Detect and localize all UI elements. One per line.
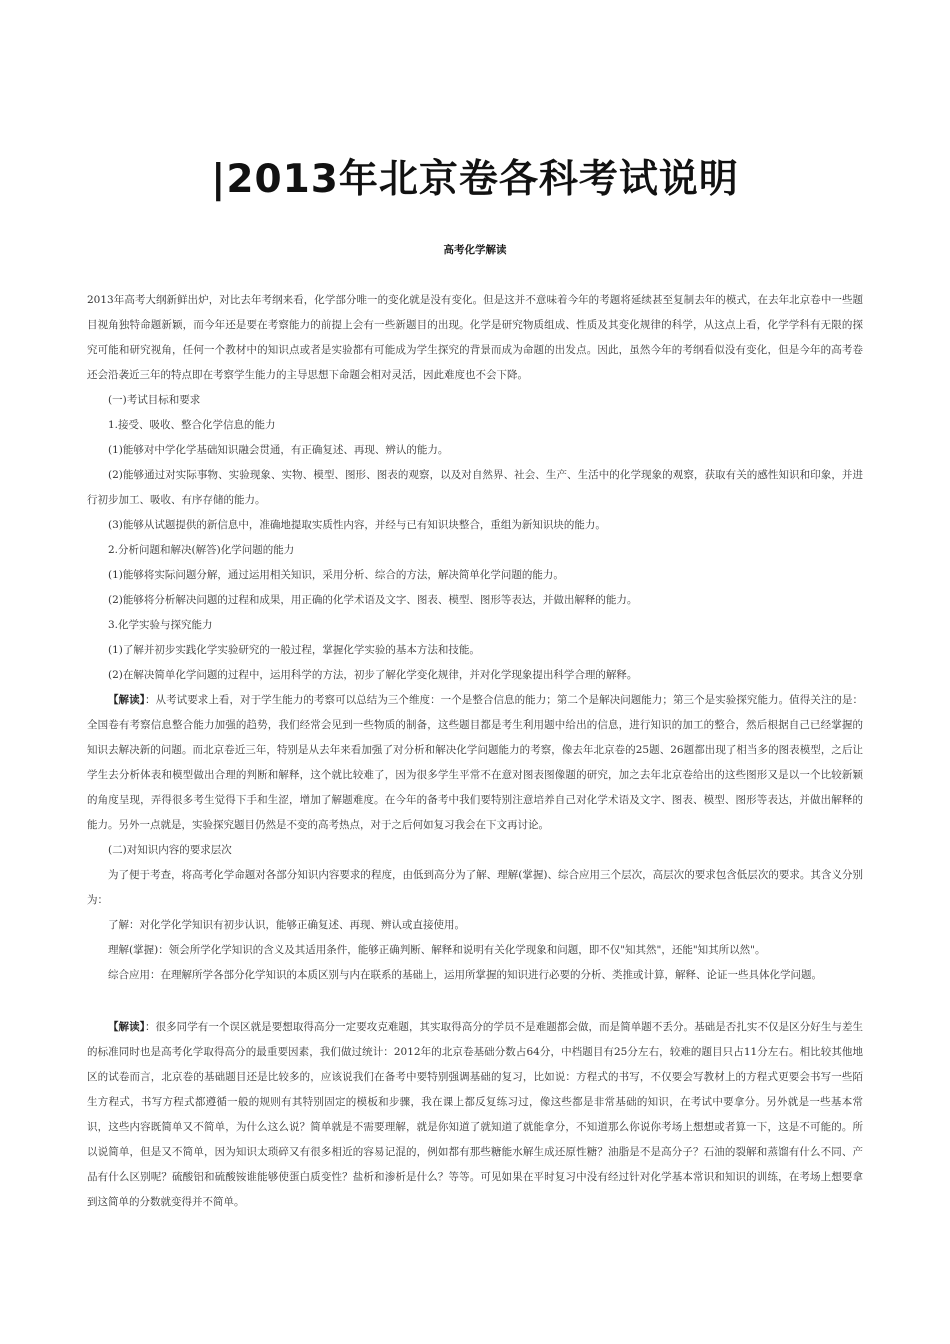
ability2-title: 2.分析问题和解决(解答)化学问题的能力 — [108, 544, 295, 556]
ability2-item: (2)能够将分析解决问题的过程和成果，用正确的化学术语及文字、图表、模型、图形等表达，并做出解释的能力。 — [108, 594, 638, 606]
intro-paragraph: 2013年高考大纲新鲜出炉，对比去年考纲来看，化学部分唯一的变化就是没有变化。但是这并不意味着今年的考题将延续甚至复制去年的模式，在去年北京卷中一些题目视角独特命题新颖，而今年还是要在考察能力的前提上会有一些新题目的出现。化学是研究物质组成、性质及其变化规律的科学，从这点上看，化学学科有无限的探究可能和研究视角，任何一个教材中的知识点或者是实验都有可能成为学生探究的背景而成为命题的出发点。因此，虽然今年的考纲看似没有变化，但是今年的高考卷还会沿袭近三年的特点即在考察学生能力的主导思想下命题会相对灵活，因此难度也不会下降。 — [87, 294, 863, 381]
section1-heading: (一)考试目标和要求 — [108, 394, 201, 406]
interpretation-text: ：从考试要求上看，对于学生能力的考察可以总结为三个维度：一个是整合信息的能力；第二个是解决问题能力；第三个是实验探究能力。值得关注的是：全国卷有考察信息整合能力加强的趋势，我们经常会见到一些物质的制备，这些题目都是考生利用题中给出的信息，进行知识的加工的整合，然后根据自己已经掌握的知识去解决新的问题。而北京卷近三年，特别是从去年来看加强了对分析和解决化学问题能力的考察，像去年北京卷的25题、26题都出现了相当多的图表模型，之后让学生去分析体表和模型做出合理的判断和解释，这个就比较难了，因为很多学生平常不在意对图表图像题的研究，加之去年北京卷给出的这些图形又是以一个比较新颖的角度呈现，弄得很多考生觉得下手和生涩，增加了解题难度。在今年的备考中我们要特别注意培养自己对化学术语及文字、图表、模型、图形等表达，并做出解释的能力。另外一点就是，实验探究题目仍然是不变的高考热点，对于之后何如复习我会在下文再讨论。 — [87, 694, 864, 831]
ability3-title: 3.化学实验与探究能力 — [108, 619, 213, 631]
section2-intro: 为了便于考查，将高考化学命题对各部分知识内容要求的程度，由低到高分为了解、理解(掌握)、综合应用三个层次，高层次的要求包含低层次的要求。其含义分别为： — [87, 869, 863, 906]
ability1-item: (3)能够从试题提供的新信息中，准确地提取实质性内容，并经与已有知识块整合，重组为新知识块的能力。 — [108, 519, 606, 531]
level-definition: 理解(掌握)：领会所学化学知识的含义及其适用条件，能够正确判断、解释和说明有关化学现象和问题，即不仅"知其然"，还能"知其所以然"。 — [108, 944, 766, 956]
ability3-item: (2)在解决简单化学问题的过程中，运用科学的方法，初步了解化学变化规律，并对化学现象提出科学合理的解释。 — [108, 669, 638, 681]
interpretation-tag: 【解读】 — [108, 1021, 145, 1033]
document-subtitle: 高考化学解读 — [443, 244, 507, 256]
ability3-item: (1)了解并初步实践化学实验研究的一般过程，掌握化学实验的基本方法和技能。 — [108, 644, 480, 656]
level-definition: 了解：对化学化学知识有初步认识，能够正确复述、再现、辨认或直接使用。 — [108, 919, 465, 931]
ability1-title: 1.接受、吸收、整合化学信息的能力 — [108, 419, 276, 431]
ability2-item: (1)能够将实际问题分解，通过运用相关知识，采用分析、综合的方法，解决简单化学问题的能力。 — [108, 569, 564, 581]
ability1-item: (1)能够对中学化学基础知识融会贯通，有正确复述、再现、辨认的能力。 — [108, 444, 449, 456]
ability1-item: (2)能够通过对实际事物、实验现象、实物、模型、图形、图表的观察，以及对自然界、社会、生产、生活中的化学现象的观察，获取有关的感性知识和印象，并进行初步加工、吸收、有序存储的能力。 — [87, 469, 863, 506]
interpretation-paragraph — [87, 1015, 863, 1215]
level-definition: 综合应用：在理解所学各部分化学知识的本质区别与内在联系的基础上，运用所掌握的知识进行必要的分析、类推或计算，解释、论证一些具体化学问题。 — [108, 969, 822, 981]
interpretation-tag: 【解读】 — [108, 694, 145, 706]
document-title: |2013年北京卷各科考试说明 — [211, 157, 739, 202]
document-body — [87, 288, 863, 1215]
interpretation-paragraph — [87, 688, 863, 838]
section2-heading: (二)对知识内容的要求层次 — [108, 844, 232, 856]
interpretation-text: ：很多同学有一个误区就是要想取得高分一定要攻克难题，其实取得高分的学员不是难题都会做，而是简单题不丢分。基础是否扎实不仅是区分好生与差生的标准同时也是高考化学取得高分的最重要因素，我们做过统计：2012年的北京卷基础分数占64分，中档题目有25分左右，较难的题目只占11分左右。相比较其他地区的试卷而言，北京卷的基础题目还是比较多的，应该说我们在备考中要特别强调基础的复习，比如说：方程式的书写，不仅要会写教材上的方程式更要会书写一些陌生方程式，书写方程式都遵循一般的规则有其特别固定的模板和步骤，我在课上都反复练习过，像这些都是非常基础的知识，在考试中要拿分。另外就是一些基本常识，这些内容既简单又不简单，为什么这么说？简单就是不需要理解，就是你知道了就知道了就能拿分，不知道那么你说你考场上想想或者算一下，这是不可能的。所以说简单，但是又不简单，因为知识太琐碎又有很多相近的容易记混的，例如都有那些糖能水解生成还原性糖？油脂是不是高分子？石油的裂解和蒸馏有什么不同、产品有什么区别呢？硫酸铝和硫酸铵谁能够使蛋白质变性？盐析和渗析是什么？等等。可见如果在平时复习中没有经过针对化学基本常识和知识的训练，在考场上想要拿到这简单的分数就变得并不简单。 — [87, 1021, 864, 1208]
